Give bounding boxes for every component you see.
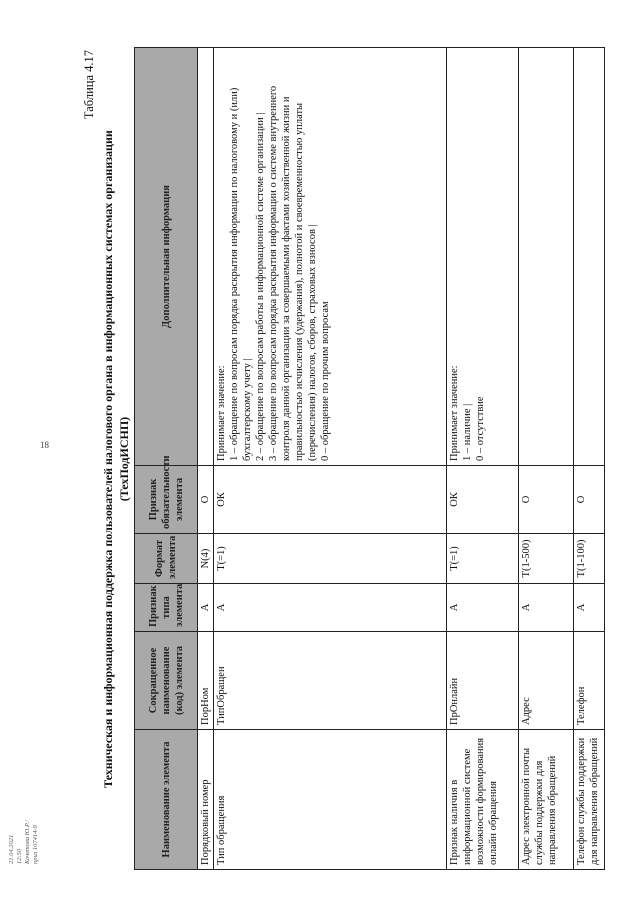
info-line: Принимает значение:: [449, 365, 460, 461]
element-name: Тип обращения: [214, 730, 447, 870]
table-row: [198, 48, 214, 870]
element-name: Телефон службы поддержки для направления обращений: [574, 730, 605, 870]
element-code: ТипОбращен: [214, 632, 447, 730]
elements-table: [134, 47, 605, 870]
element-type: А: [519, 584, 574, 632]
element-required: ОК: [447, 466, 519, 534]
element-code: ПрОнлайн: [447, 632, 519, 730]
element-required: О: [198, 466, 214, 534]
info-line: 0 – отсутствие: [475, 396, 486, 461]
element-code: ПорНом: [198, 632, 214, 730]
column-header: Наименование элемента: [135, 730, 198, 870]
column-header: Признак типа элемента: [135, 584, 198, 632]
element-required: О: [574, 466, 605, 534]
element-type: А: [574, 584, 605, 632]
column-header: Сокращенное наименование (код) элемента: [135, 632, 198, 730]
info-line: 1 – обращение по вопросам порядка раскрытия информации по налоговому и (или) бухгалтерскому учету |: [229, 87, 253, 461]
table-header-row: [135, 48, 198, 870]
column-header: Дополнительная информация: [135, 48, 198, 466]
element-code: Адрес: [519, 632, 574, 730]
element-info: [214, 48, 447, 466]
column-header: Формат элемента: [135, 534, 198, 584]
element-type: А: [214, 584, 447, 632]
document-title: Техническая и информационная поддержка пользователей налогового органа в информационных системах организации: [101, 130, 115, 788]
info-line: 0 – обращение по прочим вопросам: [320, 301, 331, 461]
table-row: [447, 48, 519, 870]
column-header: Признак обязательности элемента: [135, 466, 198, 534]
table-row: [214, 48, 447, 870]
document-subtitle: (ТехПодИСНП): [117, 416, 131, 502]
element-code: Телефон: [574, 632, 605, 730]
element-name: Порядковый номер: [198, 730, 214, 870]
element-info: [447, 48, 519, 466]
rotated-document: [80, 38, 640, 880]
info-line: 2 – обращение по вопросам работы в информационной системе организации |: [255, 112, 266, 461]
element-info: [574, 48, 605, 466]
scan-stamp-author: Кочетова Ю.Р./приз 107414-9: [24, 820, 39, 864]
table-row: [519, 48, 574, 870]
element-format: T(1-100): [574, 534, 605, 584]
element-name: Адрес электронной почты службы поддержки для направления обращений: [519, 730, 574, 870]
element-required: ОК: [214, 466, 447, 534]
element-type: А: [447, 584, 519, 632]
element-format: T(=1): [214, 534, 447, 584]
table-row: [574, 48, 605, 870]
element-info: [198, 48, 214, 466]
element-info: [519, 48, 574, 466]
element-type: А: [198, 584, 214, 632]
info-line: Принимает значение:: [216, 365, 227, 461]
info-line: 3 – обращение по вопросам порядка раскрытия информации о системе внутреннего контроля данной организации за совершаемыми фактами хозяйственной жизни и правильностью исчисления (удержания), полнотой и своевременностью уплаты (перечисления) налогов, сборов, страховых взносов |: [268, 85, 318, 461]
element-format: T(1-500): [519, 534, 574, 584]
element-format: N(4): [198, 534, 214, 584]
element-name: Признак наличия в информационной системе возможности формирования онлайн обращения: [447, 730, 519, 870]
element-format: T(=1): [447, 534, 519, 584]
page-number: 18: [40, 440, 49, 450]
table-number: Таблица 4.17: [82, 50, 96, 120]
info-line: 1 – наличие |: [462, 403, 473, 461]
scan-stamp-date: 21.04.2021 12:50: [8, 834, 23, 864]
element-required: О: [519, 466, 574, 534]
